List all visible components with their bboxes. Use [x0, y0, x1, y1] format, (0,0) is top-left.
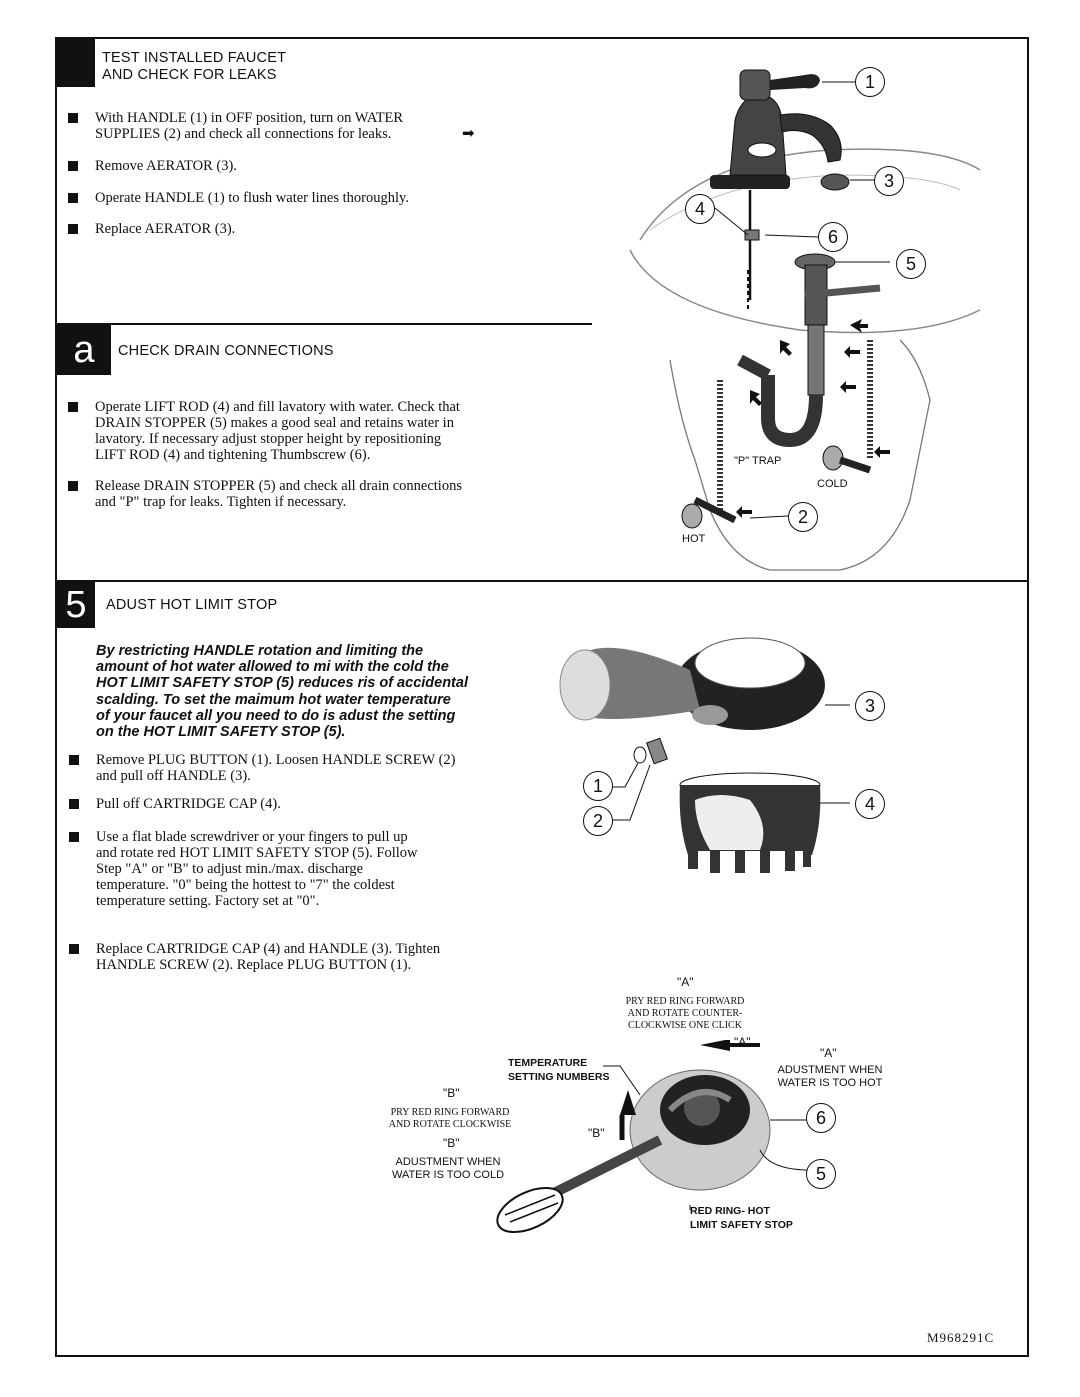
- handle-screw: [647, 738, 668, 763]
- test-bullet-1-line2: SUPPLIES (2) and check all connections for leaks.: [95, 126, 392, 142]
- drain-bullet-1-line2: DRAIN STOPPER (5) makes a good seal and retains water in: [95, 415, 454, 431]
- section-divider-5: [55, 580, 1029, 582]
- callout-3-handle: 3: [855, 691, 885, 721]
- hot-bullet-3-line1: Use a flat blade screwdriver or your fingers to pull up: [96, 829, 408, 845]
- hot-bullet-3: [96, 829, 418, 909]
- p-trap-label: "P" TRAP: [734, 455, 782, 467]
- hot-bullet-1-line2: and pull off HANDLE (3).: [96, 768, 251, 784]
- callout-2-top: 2: [788, 502, 818, 532]
- callout-6-top: 6: [818, 222, 848, 252]
- screwdriver: [491, 1140, 660, 1240]
- faucet-drain-diagram: [600, 40, 1028, 578]
- step-badge-a: a: [57, 325, 111, 375]
- hot-label: HOT: [682, 533, 706, 545]
- a-top-label: "A": [677, 975, 694, 989]
- cartridge-cap: [680, 773, 821, 873]
- a-right-label: "A": [820, 1046, 837, 1060]
- b-adj-line2: WATER IS TOO COLD: [391, 1169, 505, 1181]
- cartridge: [630, 1070, 770, 1190]
- test-bullet-2: [95, 158, 237, 174]
- hot-bullet-2: [96, 796, 281, 812]
- temp-label-line2: SETTING NUMBERS: [508, 1071, 610, 1083]
- test-bullet-1: [95, 110, 403, 142]
- intro-line-1: By restricting HANDLE rotation and limiting the: [96, 643, 424, 659]
- b-pry-line2: AND ROTATE CLOCKWISE: [388, 1119, 512, 1130]
- b-arrow-label: "B": [588, 1126, 605, 1140]
- intro-line-5: of your faucet all you need to do is adust the setting: [96, 707, 456, 724]
- arrow-b-up-icon: [620, 1090, 636, 1115]
- drain-title: CHECK DRAIN CONNECTIONS: [118, 343, 334, 359]
- drain-assembly: [740, 254, 880, 440]
- callout-4-handle: 4: [855, 789, 885, 819]
- red-ring-label: [690, 1204, 793, 1232]
- intro-line-6: on the HOT LIMIT SAFETY STOP (5).: [96, 724, 346, 741]
- callout-1-handle: 1: [583, 771, 613, 801]
- right-arrow-icon: ➡: [462, 126, 475, 142]
- hot-bullet-3-line2: and rotate red HOT LIMIT SAFETY STOP (5). Follow: [96, 845, 418, 861]
- arrow-a-left-icon: [700, 1040, 730, 1051]
- drain-bullet-2-line1: Release DRAIN STOPPER (5) and check all drain connections: [95, 478, 462, 494]
- b-mid-label: "B": [443, 1136, 460, 1150]
- red-ring-line1: RED RING- HOT: [690, 1205, 770, 1217]
- test-faucet-title: [102, 50, 286, 84]
- callout-5-top: 5: [896, 249, 926, 279]
- model-number: M968291C: [927, 1330, 995, 1345]
- test-faucet-title-line1: TEST INSTALLED FAUCET: [102, 50, 287, 66]
- callout-2-handle: 2: [583, 806, 613, 836]
- red-ring-line2: LIMIT SAFETY STOP: [690, 1219, 793, 1231]
- test-bullet-3-text: Operate HANDLE (1) to flush water lines thoroughly.: [95, 190, 409, 206]
- callout-5-cartridge: 5: [806, 1159, 836, 1189]
- a-pry-line2: AND ROTATE COUNTER-: [627, 1008, 743, 1019]
- a-adj-line2: WATER IS TOO HOT: [777, 1077, 883, 1089]
- a-pry-line1: PRY RED RING FORWARD: [625, 996, 745, 1007]
- intro-line-3: HOT LIMIT SAFETY STOP (5) reduces ris of accidental: [96, 675, 468, 692]
- hot-bullet-4-line1: Replace CARTRIDGE CAP (4) and HANDLE (3). Tighten: [96, 941, 441, 957]
- b-pry-instructions: [370, 1107, 530, 1131]
- temperature-setting-label: [508, 1056, 610, 1084]
- hot-limit-title: ADUST HOT LIMIT STOP: [106, 597, 278, 613]
- test-bullet-4-text: Replace AERATOR (3).: [95, 221, 236, 237]
- drain-bullet-1-line1: Operate LIFT ROD (4) and fill lavatory with water. Check that: [95, 399, 460, 415]
- callout-6-cartridge: 6: [806, 1103, 836, 1133]
- handle: [560, 638, 825, 730]
- intro-line-4: scalding. To set the maimum hot water temperature: [96, 691, 451, 708]
- temp-label-line1: TEMPERATURE: [508, 1057, 588, 1069]
- plug-button: [634, 747, 646, 763]
- section-divider-a: [55, 323, 592, 325]
- a-adj-line1: ADUSTMENT WHEN: [777, 1064, 883, 1076]
- step-badge-5: 5: [57, 582, 95, 628]
- callout-1-top: 1: [855, 67, 885, 97]
- faucet-body: [710, 70, 841, 189]
- hot-bullet-1: [96, 752, 456, 784]
- test-bullet-1-line1: With HANDLE (1) in OFF position, turn on WATER: [95, 110, 404, 126]
- a-arrow-label: "A": [734, 1035, 751, 1049]
- a-adjustment-note: [760, 1064, 900, 1090]
- hot-bullet-3-line3: Step "A" or "B" to adjust min./max. discharge: [96, 861, 364, 877]
- hot-bullet-1-line1: Remove PLUG BUTTON (1). Loosen HANDLE SCREW (2): [96, 752, 456, 768]
- drain-bullet-2-line2: and "P" trap for leaks. Tighten if necessary.: [95, 494, 347, 510]
- b-adj-line1: ADUSTMENT WHEN: [395, 1156, 501, 1168]
- a-pry-line3: CLOCKWISE ONE CLICK: [628, 1020, 742, 1031]
- test-bullet-4: [95, 221, 235, 237]
- hot-bullet-3-line5: temperature setting. Factory set at "0".: [96, 893, 320, 909]
- aerator: [821, 174, 849, 190]
- hot-limit-intro: [96, 643, 468, 740]
- b-adjustment-note: [378, 1156, 518, 1182]
- hot-valve: [682, 504, 702, 528]
- handle-cap-diagram: [550, 625, 850, 895]
- intro-line-2: amount of hot water allowed to mi with the cold the: [96, 659, 449, 676]
- drain-bullet-1: [95, 399, 460, 463]
- b-top-label: "B": [443, 1086, 460, 1100]
- hot-bullet-4-line2: HANDLE SCREW (2). Replace PLUG BUTTON (1).: [96, 957, 412, 973]
- drain-bullet-1-line3: lavatory. If necessary adjust stopper height by repositioning: [95, 431, 442, 447]
- callout-3-top: 3: [874, 166, 904, 196]
- test-bullet-2-text: Remove AERATOR (3).: [95, 158, 237, 174]
- callout-4-top: 4: [685, 194, 715, 224]
- drain-bullet-1-line4: LIFT ROD (4) and tightening Thumbscrew (6).: [95, 447, 371, 463]
- hot-bullet-3-line4: temperature. "0" being the hottest to "7" the coldest: [96, 877, 395, 893]
- drain-bullet-2: [95, 478, 462, 510]
- test-bullet-3: [95, 190, 409, 206]
- b-pry-line1: PRY RED RING FORWARD: [390, 1107, 510, 1118]
- test-faucet-title-line2: AND CHECK FOR LEAKS: [102, 67, 277, 83]
- cold-label: COLD: [817, 478, 848, 490]
- a-pry-instructions: [600, 996, 770, 1032]
- cold-valve: [823, 446, 843, 470]
- hot-bullet-2-text: Pull off CARTRIDGE CAP (4).: [96, 796, 281, 812]
- step-badge-blank: [57, 39, 95, 87]
- hot-bullet-4: [96, 941, 440, 973]
